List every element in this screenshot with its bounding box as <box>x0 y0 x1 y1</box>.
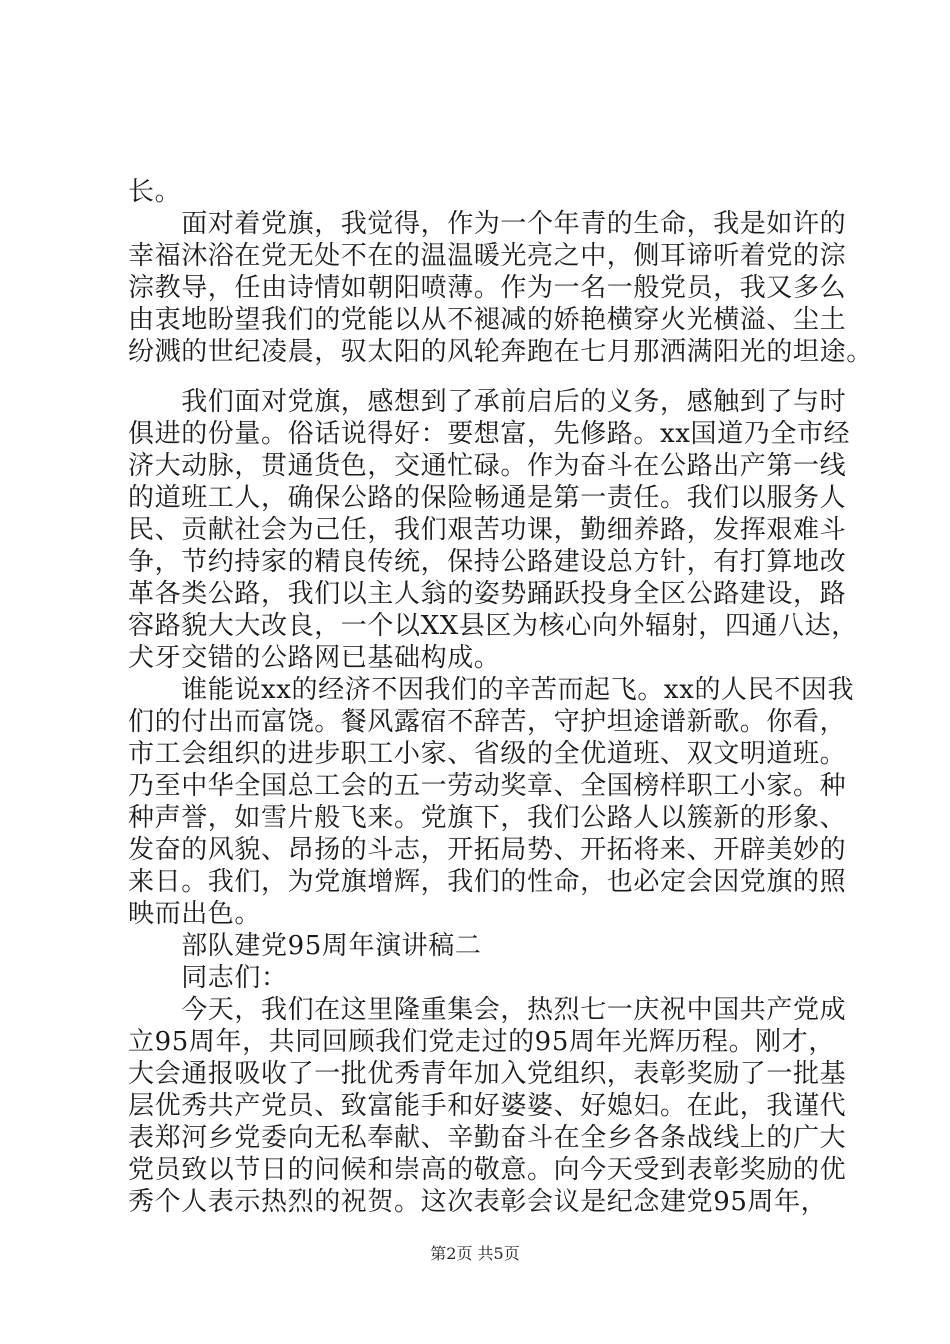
text-line: 党员致以节日的问候和崇高的敬意。向今天受到表彰奖励的优 <box>128 1155 847 1185</box>
text-line: 由衷地盼望我们的党能以从不褪减的娇艳横穿火光横溢、尘土 <box>128 305 847 335</box>
text-line: 秀个人表示热烈的祝贺。这次表彰会议是纪念建党95周年， <box>128 1187 828 1217</box>
section-heading: 部队建党95周年演讲稿二 <box>128 931 482 961</box>
text-line: 大会通报吸收了一批优秀青年加入党组织，表彰奖励了一批基 <box>128 1059 847 1089</box>
text-line: 来日。我们，为党旗增辉，我们的性命，也必定会因党旗的照 <box>128 867 847 897</box>
text-line: 发奋的风貌、昂扬的斗志，开拓局势、开拓将来、开辟美妙的 <box>128 835 847 865</box>
text-line: 谁能说xx的经济不因我们的辛苦而起飞。xx的人民不因我 <box>128 675 855 705</box>
text-line: 淙教导，任由诗情如朝阳喷薄。作为一名一般党员，我又多么 <box>128 273 847 303</box>
text-line: 容路貌大大改良，一个以XX县区为核心向外辐射，四通八达， <box>128 611 858 641</box>
text-line: 纷溅的世纪凌晨，驭太阳的风轮奔跑在七月那洒满阳光的坦途。 <box>128 337 873 367</box>
text-line: 乃至中华全国总工会的五一劳动奖章、全国榜样职工小家。种 <box>128 771 847 801</box>
text-line: 争，节约持家的精良传统，保持公路建设总方针，有打算地改 <box>128 547 847 577</box>
text-line: 革各类公路，我们以主人翁的姿势踊跃投身全区公路建设，路 <box>128 579 847 609</box>
salutation: 同志们： <box>128 963 288 993</box>
text-line: 我们面对党旗，感想到了承前启后的义务，感触到了与时 <box>128 387 847 417</box>
text-line: 面对着党旗，我觉得，作为一个年青的生命，我是如许的 <box>128 209 847 239</box>
text-line: 种声誉，如雪片般飞来。党旗下，我们公路人以簇新的形象、 <box>128 803 847 833</box>
text-line: 立95周年，共同回顾我们党走过的95周年光辉历程。刚才， <box>128 1027 835 1057</box>
text-line: 层优秀共产党员、致富能手和好婆婆、好媳妇。在此，我谨代 <box>128 1091 847 1121</box>
page-number-footer: 第2页 共5页 <box>430 1244 520 1263</box>
text-line: 长。 <box>128 177 182 207</box>
text-line: 幸福沐浴在党无处不在的温温暖光亮之中，侧耳谛听着党的淙 <box>128 241 847 271</box>
text-line: 民、贡献社会为己任，我们艰苦功课，勤细养路，发挥艰难斗 <box>128 515 847 545</box>
text-line: 今天，我们在这里隆重集会，热烈七一庆祝中国共产党成 <box>128 995 847 1025</box>
text-line: 俱进的份量。俗话说得好：要想富，先修路。xx国道乃全市经 <box>128 419 851 449</box>
text-line: 的道班工人，确保公路的保险畅通是第一责任。我们以服务人 <box>128 483 847 513</box>
text-line: 市工会组织的进步职工小家、省级的全优道班、双文明道班。 <box>128 739 847 769</box>
text-line: 们的付出而富饶。餐风露宿不辞苦，守护坦途谱新歌。你看， <box>128 707 847 737</box>
text-line: 映而出色。 <box>128 899 262 929</box>
text-line: 犬牙交错的公路网已基础构成。 <box>128 643 501 673</box>
text-line: 济大动脉，贯通货色，交通忙碌。作为奋斗在公路出产第一线 <box>128 451 847 481</box>
text-line: 表郑河乡党委向无私奉献、辛勤奋斗在全乡各条战线上的广大 <box>128 1123 847 1153</box>
